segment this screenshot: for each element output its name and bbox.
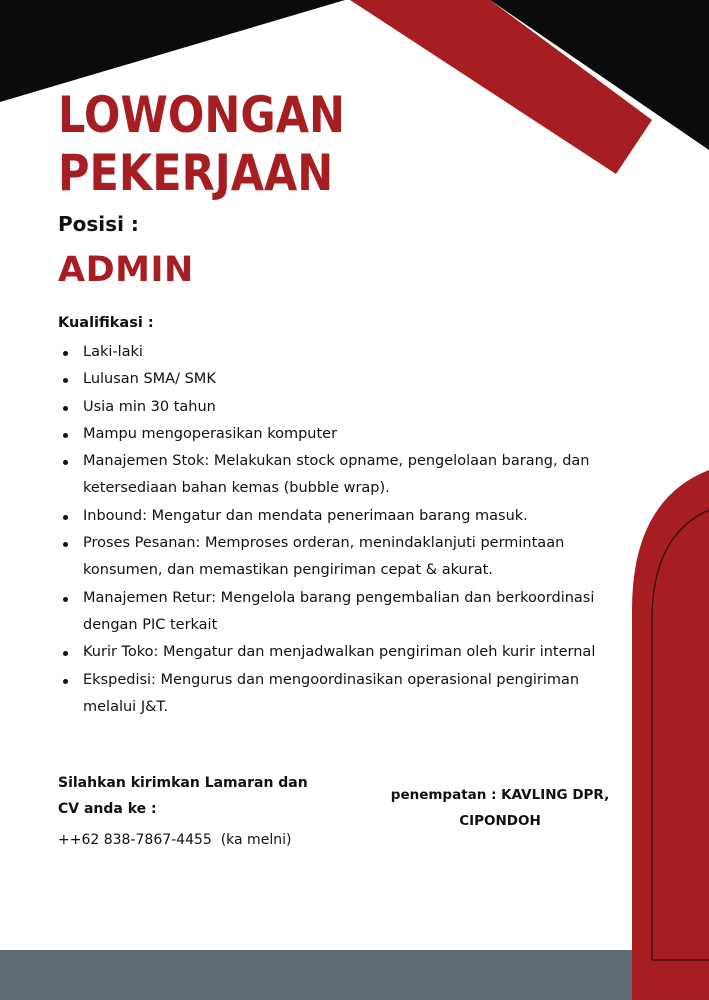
apply-instructions: Silahkan kirimkan Lamaran dan CV anda ke :: [58, 775, 308, 817]
position-value: ADMIN: [58, 250, 194, 290]
title-line-2: PEKERJAAN: [58, 144, 334, 202]
list-item: Laki-laki: [58, 339, 618, 366]
list-item: Manajemen Stok: Melakukan stock opname, pengelolaan barang, dan ketersediaan bahan kemas (bubble wrap).: [58, 448, 618, 503]
position-label: Posisi :: [58, 212, 139, 236]
footer-gray-band: [0, 950, 709, 1000]
title-line-1: LOWONGAN: [58, 86, 345, 144]
list-item: Proses Pesanan: Memproses orderan, menindaklanjuti permintaan konsumen, dan memastikan pengiriman cepat & akurat.: [58, 530, 618, 585]
list-item: Usia min 30 tahun: [58, 394, 618, 421]
list-item: Ekspedisi: Mengurus dan mengoordinasikan operasional pengiriman melalui J&T.: [58, 667, 618, 722]
list-item: Manajemen Retur: Mengelola barang pengembalian dan berkoordinasi dengan PIC terkait: [58, 585, 618, 640]
placement-location: penempatan : KAVLING DPR, CIPONDOH: [390, 787, 610, 829]
qualifications-heading: Kualifikasi :: [58, 315, 154, 331]
list-item: Inbound: Mengatur dan mendata penerimaan barang masuk.: [58, 503, 618, 530]
list-item: Lulusan SMA/ SMK: [58, 366, 618, 393]
page-title: [58, 86, 345, 202]
red-arch-shape: [632, 470, 709, 1000]
list-item: Kurir Toko: Mengatur dan menjadwalkan pengiriman oleh kurir internal: [58, 639, 618, 666]
contact-phone: ++62 838-7867-4455 (ka melni): [58, 832, 292, 848]
list-item: Mampu mengoperasikan komputer: [58, 421, 618, 448]
qualifications-list: [58, 339, 618, 721]
